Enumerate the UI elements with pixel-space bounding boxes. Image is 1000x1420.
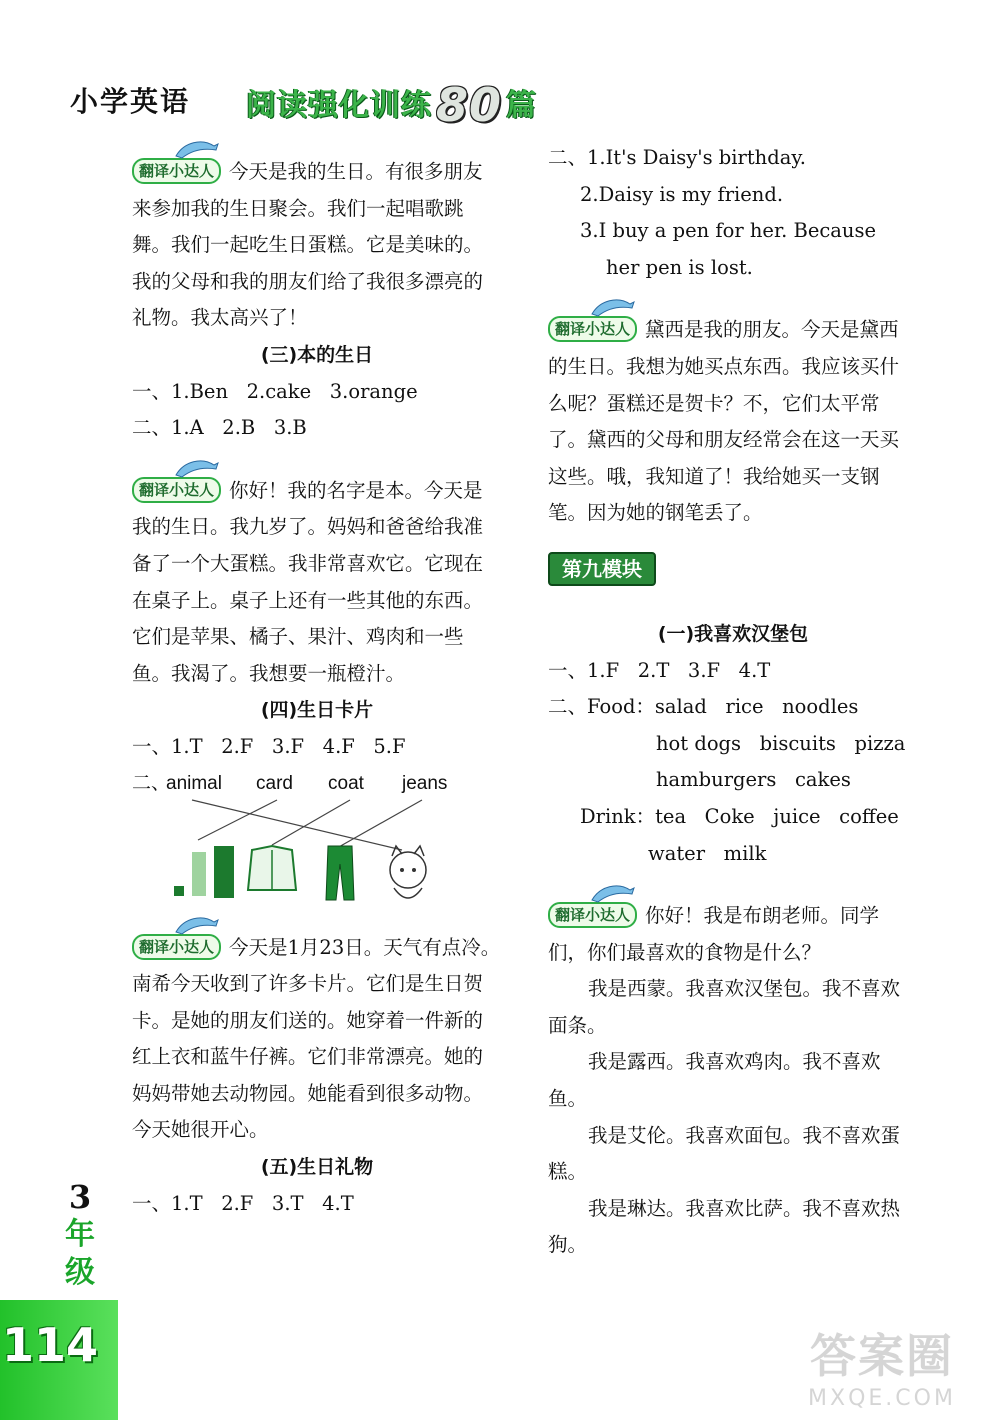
jeans-icon (326, 846, 354, 900)
book-title (246, 78, 537, 132)
jeans-icon (174, 846, 234, 898)
match-line (198, 800, 277, 840)
watermark-url: MXQE.COM (808, 1386, 956, 1411)
section-title: (五)生日礼物 (260, 1156, 374, 1179)
series-title: 小学英语 (70, 85, 191, 118)
match-line (337, 800, 422, 848)
dolphin-icon (590, 294, 636, 320)
translation-para (548, 312, 918, 532)
section-title: (一)我喜欢汉堡包 (657, 622, 809, 645)
translation-para (548, 898, 918, 971)
cat-card-icon (390, 846, 426, 898)
left-column (132, 140, 502, 1222)
dolphin-icon (174, 136, 220, 162)
page-number: 114 (2, 1318, 99, 1372)
match-word: jeans (402, 772, 448, 794)
match-word: card (256, 772, 293, 794)
dolphin-icon (174, 912, 220, 938)
match-word: coat (328, 772, 364, 794)
match-line (192, 800, 402, 850)
answer-line: 一、1.F 2.T 3.F 4.T (548, 658, 771, 682)
answer-line: hamburgers cakes (656, 768, 851, 792)
translation-text: 我是琳达。我喜欢比萨。我不喜欢热狗。 (548, 1196, 901, 1257)
answer-line: 一、1.T 2.F 3.F 4.F 5.F (132, 734, 406, 758)
grade-label (56, 1178, 104, 1292)
answer-line: 3.I buy a pen for her. Because (580, 219, 877, 243)
matching-exercise (132, 766, 502, 916)
translator-badge (132, 158, 221, 184)
book-title-a: 阅读强化训练 (246, 88, 432, 123)
answer-line: water milk (648, 841, 767, 865)
badge-label: 翻译小达人 (555, 320, 631, 339)
translation-text: 我是露西。我喜欢鸡肉。我不喜欢鱼。 (548, 1050, 881, 1111)
answer-line: her pen is lost. (606, 255, 753, 279)
translation-text: 今天是1月23日。天气有点冷。南希今天收到了许多卡片。它们是生日贺卡。是她的朋友们送的。她穿着一件新的红上衣和蓝牛仔裤。它们非常漂亮。她的妈妈带她去动物园。她能看到很多动物。今天她很开心。 (132, 935, 501, 1142)
match-word: animal (166, 772, 222, 794)
answer-line: 一、1.T 2.F 3.T 4.T (132, 1191, 354, 1215)
answer-line: 一、1.Ben 2.cake 3.orange (132, 379, 418, 403)
match-illustration (132, 790, 502, 916)
translation-text: 你好！我的名字是本。今天是我的生日。我九岁了。妈妈和爸爸给我准备了一个大蛋糕。我非常喜欢它。它现在在桌子上。桌子上还有一些其他的东西。它们是苹果、橘子、果汁、鸡肉和一些鱼。我渴了。我想要一瓶橙汁。 (132, 478, 484, 685)
translation-text: 你好！我是布朗老师。同学们，你们最喜欢的食物是什么？ (548, 904, 880, 964)
answer-line: 2.Daisy is my friend. (580, 182, 784, 206)
answer-line: 二、1.A 2.B 3.B (132, 416, 307, 440)
translator-badge (548, 316, 637, 342)
answer-line: Drink：tea Coke juice coffee (580, 804, 899, 828)
translator-badge (132, 477, 221, 503)
match-line (272, 800, 350, 845)
translation-text: 今天是我的生日。有很多朋友来参加我的生日聚会。我们一起唱歌跳舞。我们一起吃生日蛋糕。它是美味的。我的父母和我的朋友们给了我很多漂亮的礼物。我太高兴了！ (132, 160, 484, 330)
translation-text: 黛西是我的朋友。今天是黛西的生日。我想为她买点东西。我应该买什么呢？蛋糕还是贺卡？不，它们太平常了。黛西的父母和朋友经常会在这一天买这些。哦，我知道了！我给她买一支钢笔。因为她的钢笔丢了。 (548, 318, 900, 525)
badge-label: 翻译小达人 (555, 906, 631, 925)
translation-text: 我是西蒙。我喜欢汉堡包。我不喜欢面条。 (548, 977, 901, 1037)
answer-line: 二、Food：salad rice noodles (548, 695, 859, 719)
badge-label: 翻译小达人 (139, 162, 215, 180)
answer-line: 二、1.It's Daisy's birthday. (548, 146, 806, 169)
dolphin-icon (174, 455, 220, 481)
section-title: (四)生日卡片 (260, 699, 374, 722)
watermark-logo: 答案圈 (810, 1329, 954, 1383)
module-heading: 第九模块 (548, 552, 656, 586)
grade-number: 3 (68, 1178, 92, 1216)
badge-label: 翻译小达人 (139, 480, 215, 499)
dolphin-icon (590, 880, 636, 906)
translation-para (132, 930, 502, 1150)
grade-char: 年 (65, 1217, 95, 1252)
watermark (792, 1320, 972, 1410)
right-column (548, 140, 918, 1264)
translation-para (132, 473, 502, 693)
page-header (70, 78, 570, 132)
badge-label: 翻译小达人 (139, 937, 215, 956)
translator-badge (548, 902, 637, 928)
section-title: (三)本的生日 (260, 343, 374, 366)
answer-line: hot dogs biscuits pizza (656, 731, 906, 755)
translation-text: 我是艾伦。我喜欢面包。我不喜欢蛋糕。 (548, 1123, 901, 1184)
translation-para (132, 154, 502, 337)
translator-badge (132, 934, 221, 960)
grade-char: 级 (65, 1255, 95, 1290)
book-title-b: 篇 (506, 88, 538, 123)
book-title-number: 80 (436, 78, 503, 132)
coat-icon (248, 846, 296, 890)
match-prefix: 二、 (132, 772, 171, 794)
